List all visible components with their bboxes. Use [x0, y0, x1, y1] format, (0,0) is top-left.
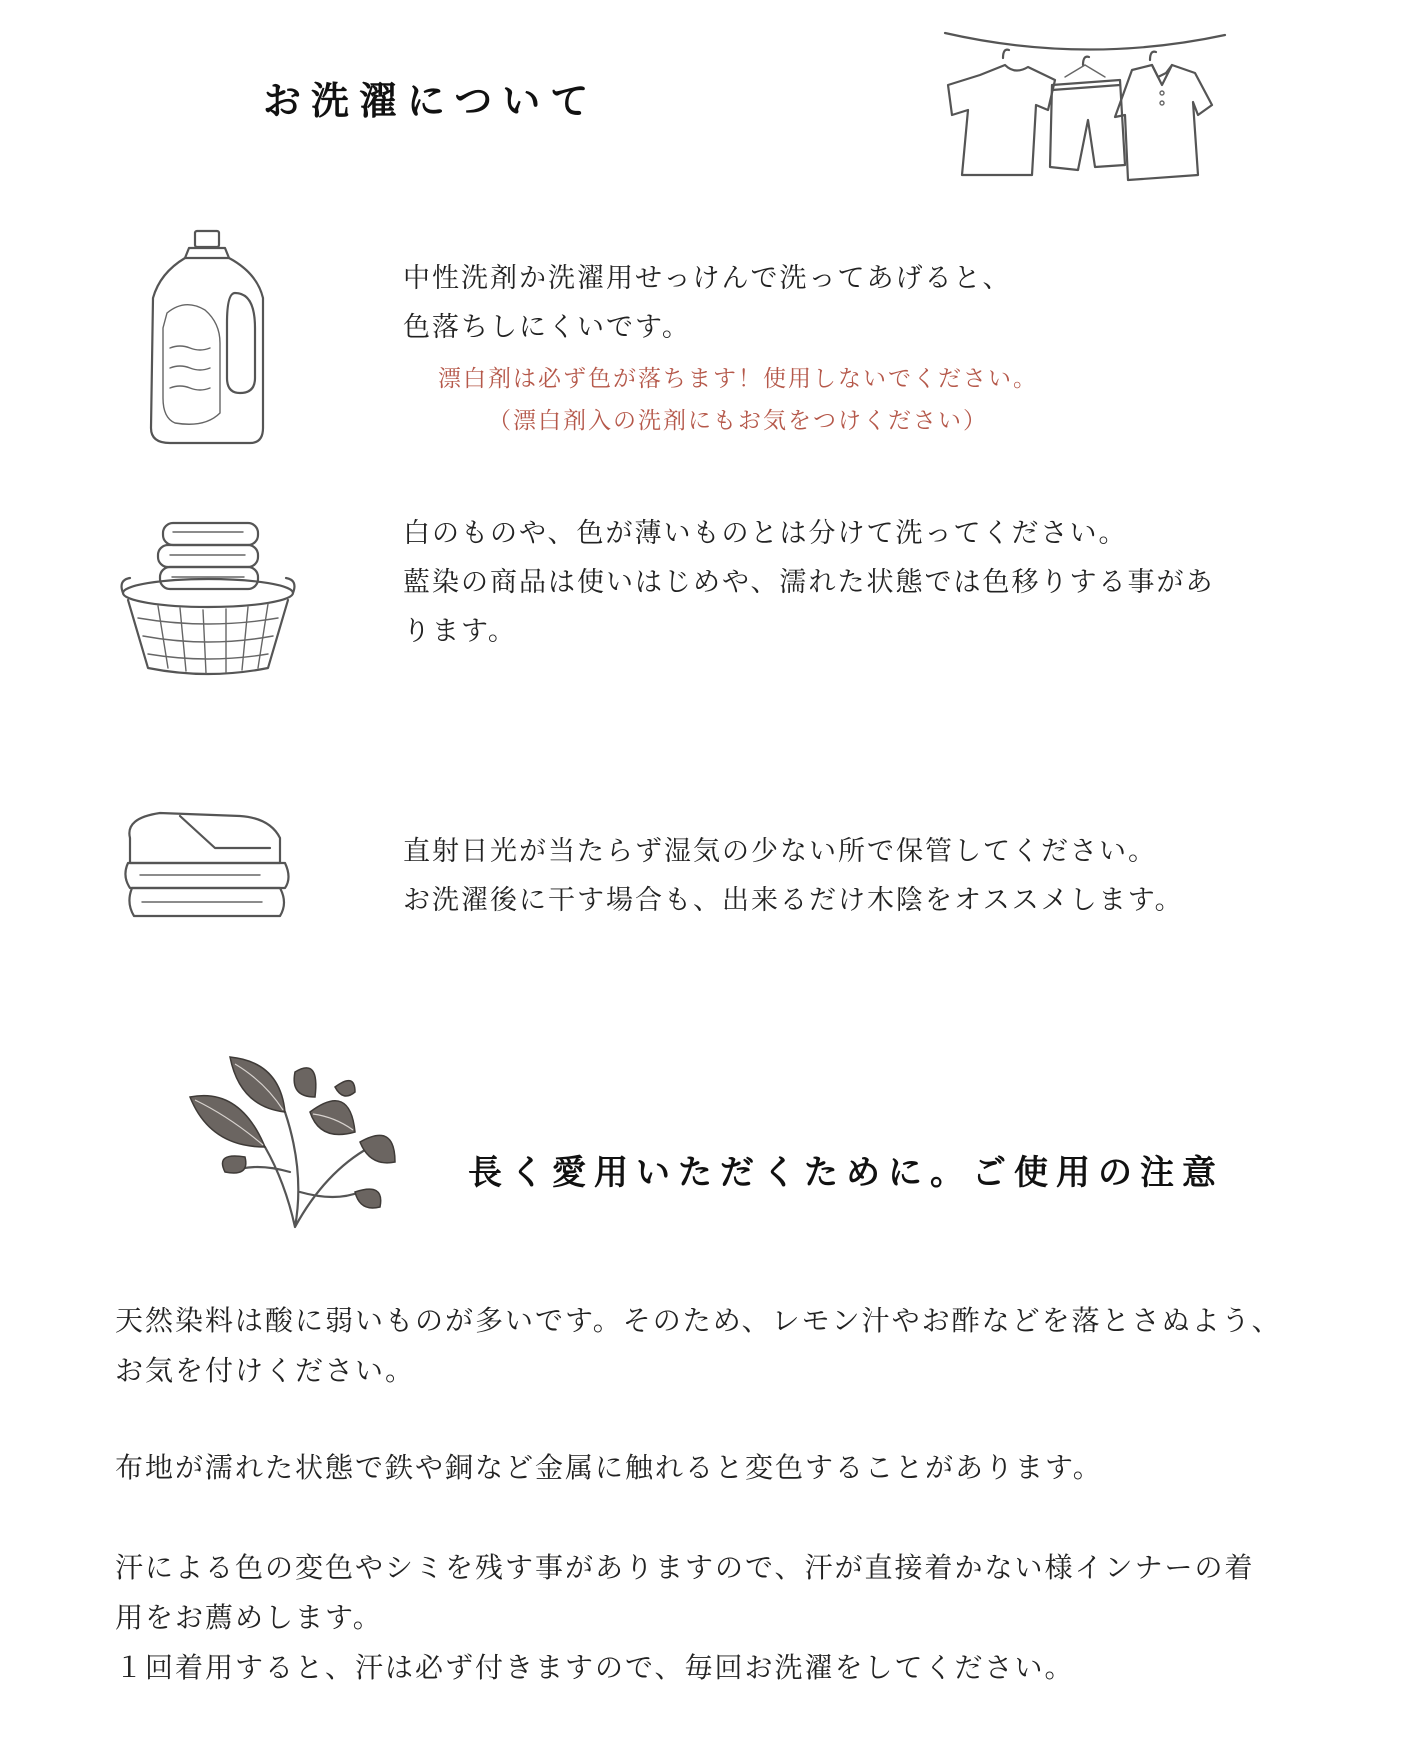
care-paragraph-sweat	[115, 1543, 1254, 1693]
text-line: 白のものや、色が薄いものとは分けて洗ってください。	[403, 518, 1128, 549]
text-line: ります。	[403, 616, 517, 647]
text-line: お洗濯後に干す場合も、出来るだけ木陰をオススメします。	[403, 885, 1184, 916]
leaves-icon	[185, 1052, 400, 1232]
warning-line: （漂白剤入の洗剤にもお気をつけください）	[488, 408, 988, 434]
item-storage	[403, 827, 1184, 925]
clothesline-icon	[940, 25, 1230, 190]
text-line: 用をお薦めします。	[115, 1601, 383, 1634]
warning-line: 漂白剤は必ず色が落ちます！使用しないでください。	[438, 366, 1038, 392]
text-line: 天然染料は酸に弱いものが多いです。そのため、レモン汁やお酢などを落とさぬよう、	[115, 1304, 1282, 1337]
text-line: 汗による色の変色やシミを残す事がありますので、汗が直接着かない様インナーの着	[115, 1551, 1255, 1584]
laundry-title: お洗濯について	[263, 79, 599, 123]
text-line: 中性洗剤か洗濯用せっけんで洗ってあげると、	[403, 263, 1012, 294]
care-title: 長く愛用いただくために。ご使用の注意	[468, 1153, 1224, 1193]
folded-clothes-icon	[120, 808, 300, 933]
bleach-warning	[403, 358, 1073, 442]
text-line: １回着用すると、汗は必ず付きますので、毎回お洗濯をしてください。	[115, 1651, 1075, 1684]
text-line: 布地が濡れた状態で鉄や銅など金属に触れると変色することがあります。	[115, 1451, 1103, 1484]
item-separate-wash	[403, 509, 1214, 656]
care-paragraph-acid	[115, 1296, 1282, 1396]
text-line: 色落ちしにくいです。	[403, 312, 691, 343]
item-detergent-text	[403, 254, 1303, 352]
laundry-basket-icon	[118, 518, 298, 678]
text-line: 藍染の商品は使いはじめや、濡れた状態では色移りする事があ	[403, 567, 1215, 598]
detergent-bottle-icon	[145, 228, 285, 448]
care-paragraph-metal	[115, 1443, 1103, 1493]
item-detergent	[403, 254, 1303, 442]
text-line: お気を付けください。	[115, 1354, 416, 1387]
text-line: 直射日光が当たらず湿気の少ない所で保管してください。	[403, 836, 1157, 867]
